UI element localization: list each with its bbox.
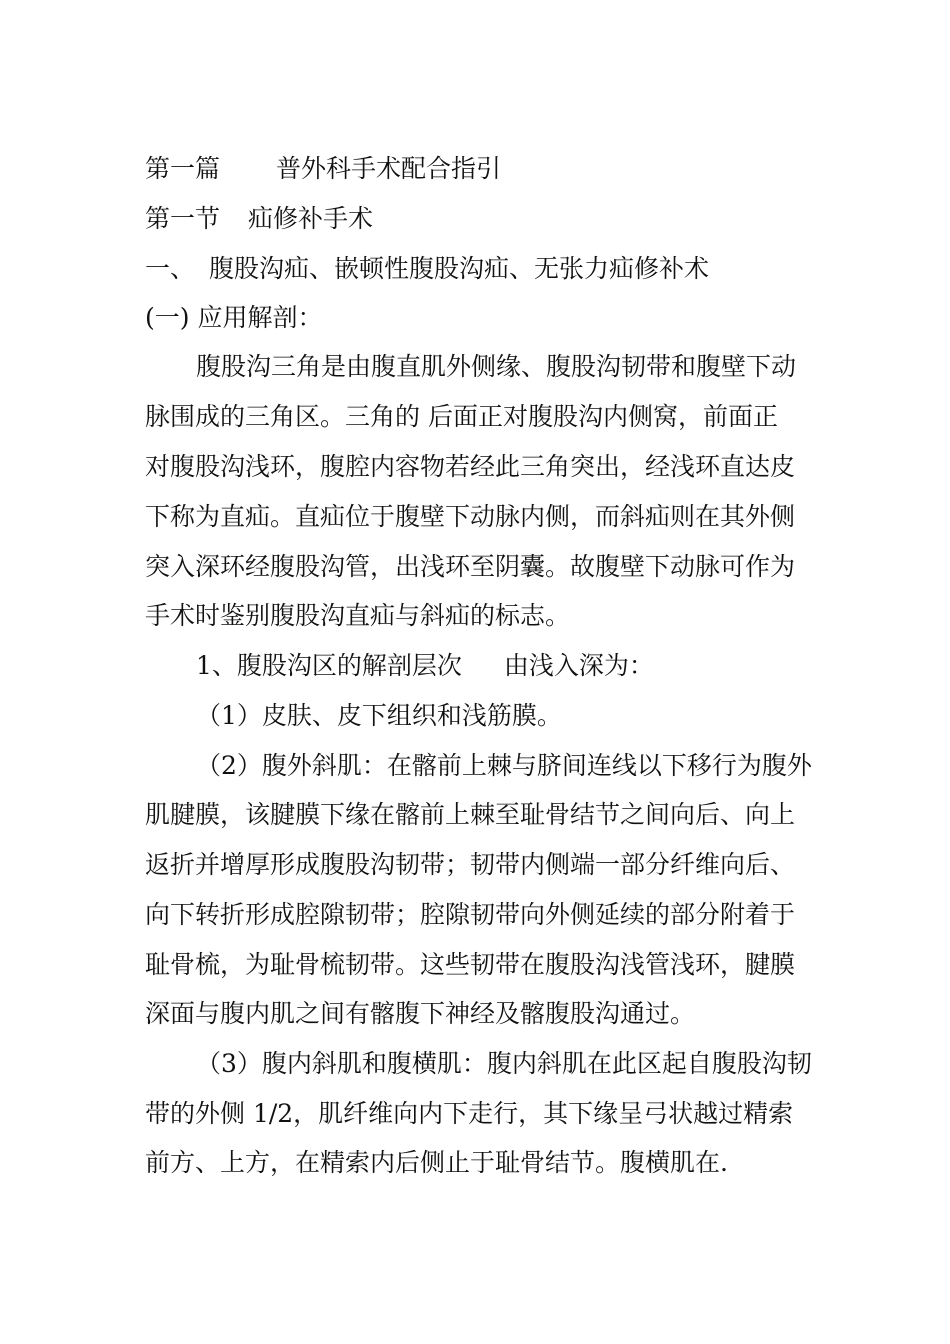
layers-heading-title: 1、腹股沟区的解剖层次 xyxy=(196,651,462,680)
body-line-14: 深面与腹内肌之间有髂腹下神经及髂腹股沟通过。 xyxy=(145,999,696,1028)
item-heading: (一) 应用解剖： xyxy=(145,303,323,332)
body-line-3: 对腹股沟浅环，腹腔内容物若经此三角突出，经浅环直达皮 xyxy=(145,452,796,481)
body-line-13: 耻骨梳，为耻骨梳韧带。这些韧带在腹股沟浅管浅环，腱膜 xyxy=(145,950,796,979)
part-heading xyxy=(145,154,825,184)
body-line-10: 肌腱膜，该腱膜下缘在髂前上棘至耻骨结节之间向后、向上 xyxy=(145,800,796,829)
body-line-2: 脉围成的三角区。三角的 后面正对腹股沟内侧窝，前面正 xyxy=(145,402,778,431)
part-heading-number: 第一篇 xyxy=(145,154,221,183)
layers-heading-suffix: 由浅入深为： xyxy=(503,651,654,680)
body-line-11: 返折并增厚形成腹股沟韧带；韧带内侧端一部分纤维向后、 xyxy=(145,850,796,879)
body-line-16: 带的外侧 1/2，肌纤维向内下走行，其下缘呈弓状越过精索 xyxy=(145,1099,794,1128)
body-line-6: 手术时鉴别腹股沟直疝与斜疝的标志。 xyxy=(145,601,571,630)
body-line-9: （2）腹外斜肌：在髂前上棘与脐间连线以下移行为腹外 xyxy=(196,751,812,780)
body-line-8: （1）皮肤、皮下组织和浅筋膜。 xyxy=(196,701,562,730)
body-line-4: 下称为直疝。直疝位于腹壁下动脉内侧，而斜疝则在其外侧 xyxy=(145,502,796,531)
section-heading-title: 疝修补手术 xyxy=(248,204,374,233)
section-heading-number: 第一节 xyxy=(145,204,221,233)
section-heading xyxy=(145,204,825,234)
body-line-1: 腹股沟三角是由腹直肌外侧缘、腹股沟韧带和腹壁下动 xyxy=(196,352,797,381)
part-heading-title: 普外科手术配合指引 xyxy=(276,154,502,183)
body-line-17: 前方、上方，在精索内后侧止于耻骨结节。腹横肌在. xyxy=(145,1148,728,1177)
body-line-15: （3）腹内斜肌和腹横肌：腹内斜肌在此区起自腹股沟韧 xyxy=(196,1049,812,1078)
body-line-12: 向下转折形成腔隙韧带；腔隙韧带向外侧延续的部分附着于 xyxy=(145,900,796,929)
body-line-5: 突入深环经腹股沟管，出浅环至阴囊。故腹壁下动脉可作为 xyxy=(145,552,796,581)
layers-heading xyxy=(196,651,876,681)
subsection-heading xyxy=(145,254,825,284)
subsection-heading-number: 一、 xyxy=(145,254,196,283)
subsection-heading-title: 腹股沟疝、嵌顿性腹股沟疝、无张力疝修补术 xyxy=(209,254,710,283)
